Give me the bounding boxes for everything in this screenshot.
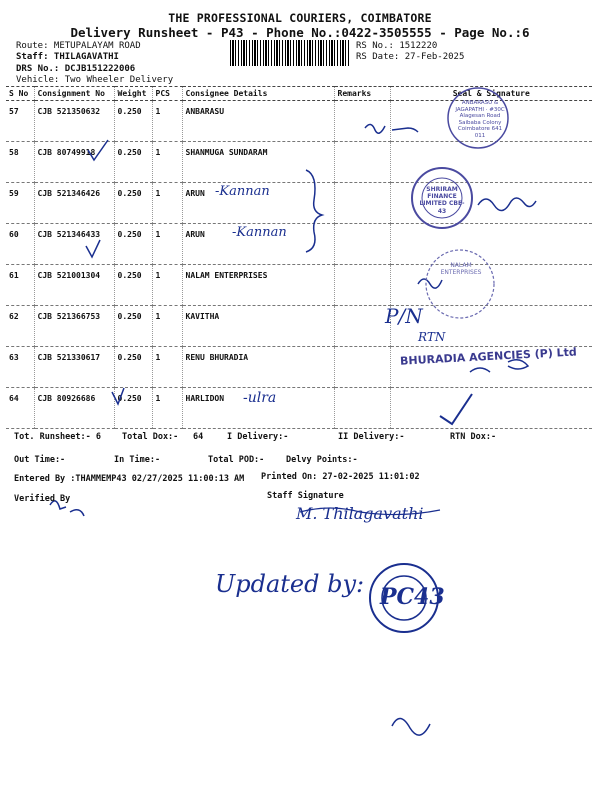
route: Route: METUPALAYAM ROAD [16, 41, 141, 51]
verified-by: Verified By [14, 494, 71, 504]
cell-pcs: 1 [152, 347, 182, 388]
cell-sno: 58 [6, 142, 34, 183]
cell-consignee: HARLIDON [182, 388, 334, 429]
cell-weight: 0.250 [114, 142, 152, 183]
cell-sno: 60 [6, 224, 34, 265]
col-remarks: Remarks [334, 87, 390, 101]
cell-consignee: SHANMUGA SUNDARAM [182, 142, 334, 183]
stamp-anbarasu-text: ANBARASU & JAGAPATHI · #30C Alagesan Road Saibaba Colony Coimbatore 641 011 [455, 100, 505, 139]
col-sno: S No [6, 87, 34, 101]
rs-number: RS No.: 1512220 [356, 41, 438, 51]
staff-name: Staff: THILAGAVATHI [16, 52, 119, 62]
checkmark-icon [440, 394, 472, 424]
total-dox-value: 64 [193, 432, 204, 442]
cell-consignment: CJB 521350632 [34, 101, 114, 142]
stamp-nalam-text: NALAM ENTERPRISES [440, 262, 482, 276]
cell-weight: 0.250 [114, 101, 152, 142]
in-time: In Time:- [114, 455, 161, 465]
stamp-nalam [426, 250, 494, 318]
cell-sno: 63 [6, 347, 34, 388]
checkmark-icon [112, 388, 124, 404]
checkmark-icon [88, 140, 108, 160]
cell-pcs: 1 [152, 306, 182, 347]
note-row59: -Kannan [215, 184, 270, 199]
cell-pcs: 1 [152, 101, 182, 142]
total-pod: Total POD:- [208, 455, 265, 465]
brace-mark [306, 170, 322, 252]
cell-weight: 0.250 [114, 347, 152, 388]
note-row60: -Kannan [232, 225, 287, 240]
cell-pcs: 1 [152, 224, 182, 265]
staff-signature: M. Thilagavathi [296, 504, 424, 523]
rtn-dox: RTN Dox:- [450, 432, 497, 442]
updated-by: Updated by: [215, 570, 365, 598]
note-row62: P/N [385, 304, 423, 328]
company-title: THE PROFESSIONAL COURIERS, COIMBATORE [168, 11, 432, 25]
cell-consignee: KAVITHA [182, 306, 334, 347]
stamp-bhuradia: BHURADIA AGENCIES (P) Ltd [399, 345, 578, 368]
cell-consignment: CJB 521366753 [34, 306, 114, 347]
signature-scribble [478, 198, 536, 211]
signature-scribble [392, 718, 430, 735]
col-weight: Weight [114, 87, 152, 101]
cell-weight: 0.250 [114, 224, 152, 265]
updated-by-code: PC43 [380, 584, 445, 610]
cell-consignee: RENU BHURADIA [182, 347, 334, 388]
out-time: Out Time:- [14, 455, 66, 465]
cell-weight: 0.250 [114, 183, 152, 224]
cell-consignee: ARUN [182, 183, 334, 224]
cell-consignment: CJB 521346426 [34, 183, 114, 224]
signature-scribble [365, 124, 418, 133]
entered-by: Entered By :THAMMEMP43 02/27/2025 11:00:13 AM [14, 474, 245, 484]
cell-pcs: 1 [152, 388, 182, 429]
rs-date: RS Date: 27-Feb-2025 [356, 52, 465, 62]
checkmark-icon [86, 240, 100, 257]
cell-sno: 59 [6, 183, 34, 224]
cell-weight: 0.250 [114, 306, 152, 347]
col-consignment: Consignment No [34, 87, 114, 101]
col-pcs: PCS [152, 87, 182, 101]
cell-pcs: 1 [152, 183, 182, 224]
ii-delivery: II Delivery:- [338, 432, 405, 442]
drs-number: DRS No.: DCJB151222006 [16, 64, 136, 74]
col-seal-signature: Seal & Signature [390, 87, 592, 101]
stamp-shriram-text: SHRIRAM FINANCE LIMITED CBE-43 [419, 186, 465, 215]
cell-sno: 57 [6, 101, 34, 142]
cell-consignment: CJB 521330617 [34, 347, 114, 388]
signature-scribble [418, 279, 442, 288]
cell-consignee: ANBARASU [182, 101, 334, 142]
printed-on: Printed On: 27-02-2025 11:01:02 [261, 472, 420, 482]
note-row64: -ulra [243, 390, 277, 406]
note-row62-rtn: RTN [418, 330, 446, 344]
cell-sno: 62 [6, 306, 34, 347]
cell-consignee: NALAM ENTERPRISES [182, 265, 334, 306]
delvy-points: Delvy Points:- [286, 455, 358, 465]
cell-consignment: CJB 521001304 [34, 265, 114, 306]
cell-consignment: CJB 80749918 [34, 142, 114, 183]
cell-sno: 61 [6, 265, 34, 306]
cell-consignment: CJB 521346433 [34, 224, 114, 265]
runsheet-subtitle: Delivery Runsheet - P43 - Phone No.:0422-3505555 - Page No.:6 [70, 25, 530, 40]
cell-pcs: 1 [152, 142, 182, 183]
i-delivery: I Delivery:- [227, 432, 289, 442]
tot-runsheet: Tot. Runsheet:- 6 [14, 432, 101, 442]
staff-signature-label: Staff Signature [267, 491, 344, 501]
cell-sno: 64 [6, 388, 34, 429]
cell-consignment: CJB 80926686 [34, 388, 114, 429]
cell-pcs: 1 [152, 265, 182, 306]
cell-weight: 0.250 [114, 265, 152, 306]
vehicle: Vehicle: Two Wheeler Delivery [16, 75, 174, 85]
col-consignee: Consignee Details [182, 87, 334, 101]
cell-consignee: ARUN [182, 224, 334, 265]
cell-weight: 0.250 [114, 388, 152, 429]
total-dox-label: Total Dox:- [122, 432, 179, 442]
